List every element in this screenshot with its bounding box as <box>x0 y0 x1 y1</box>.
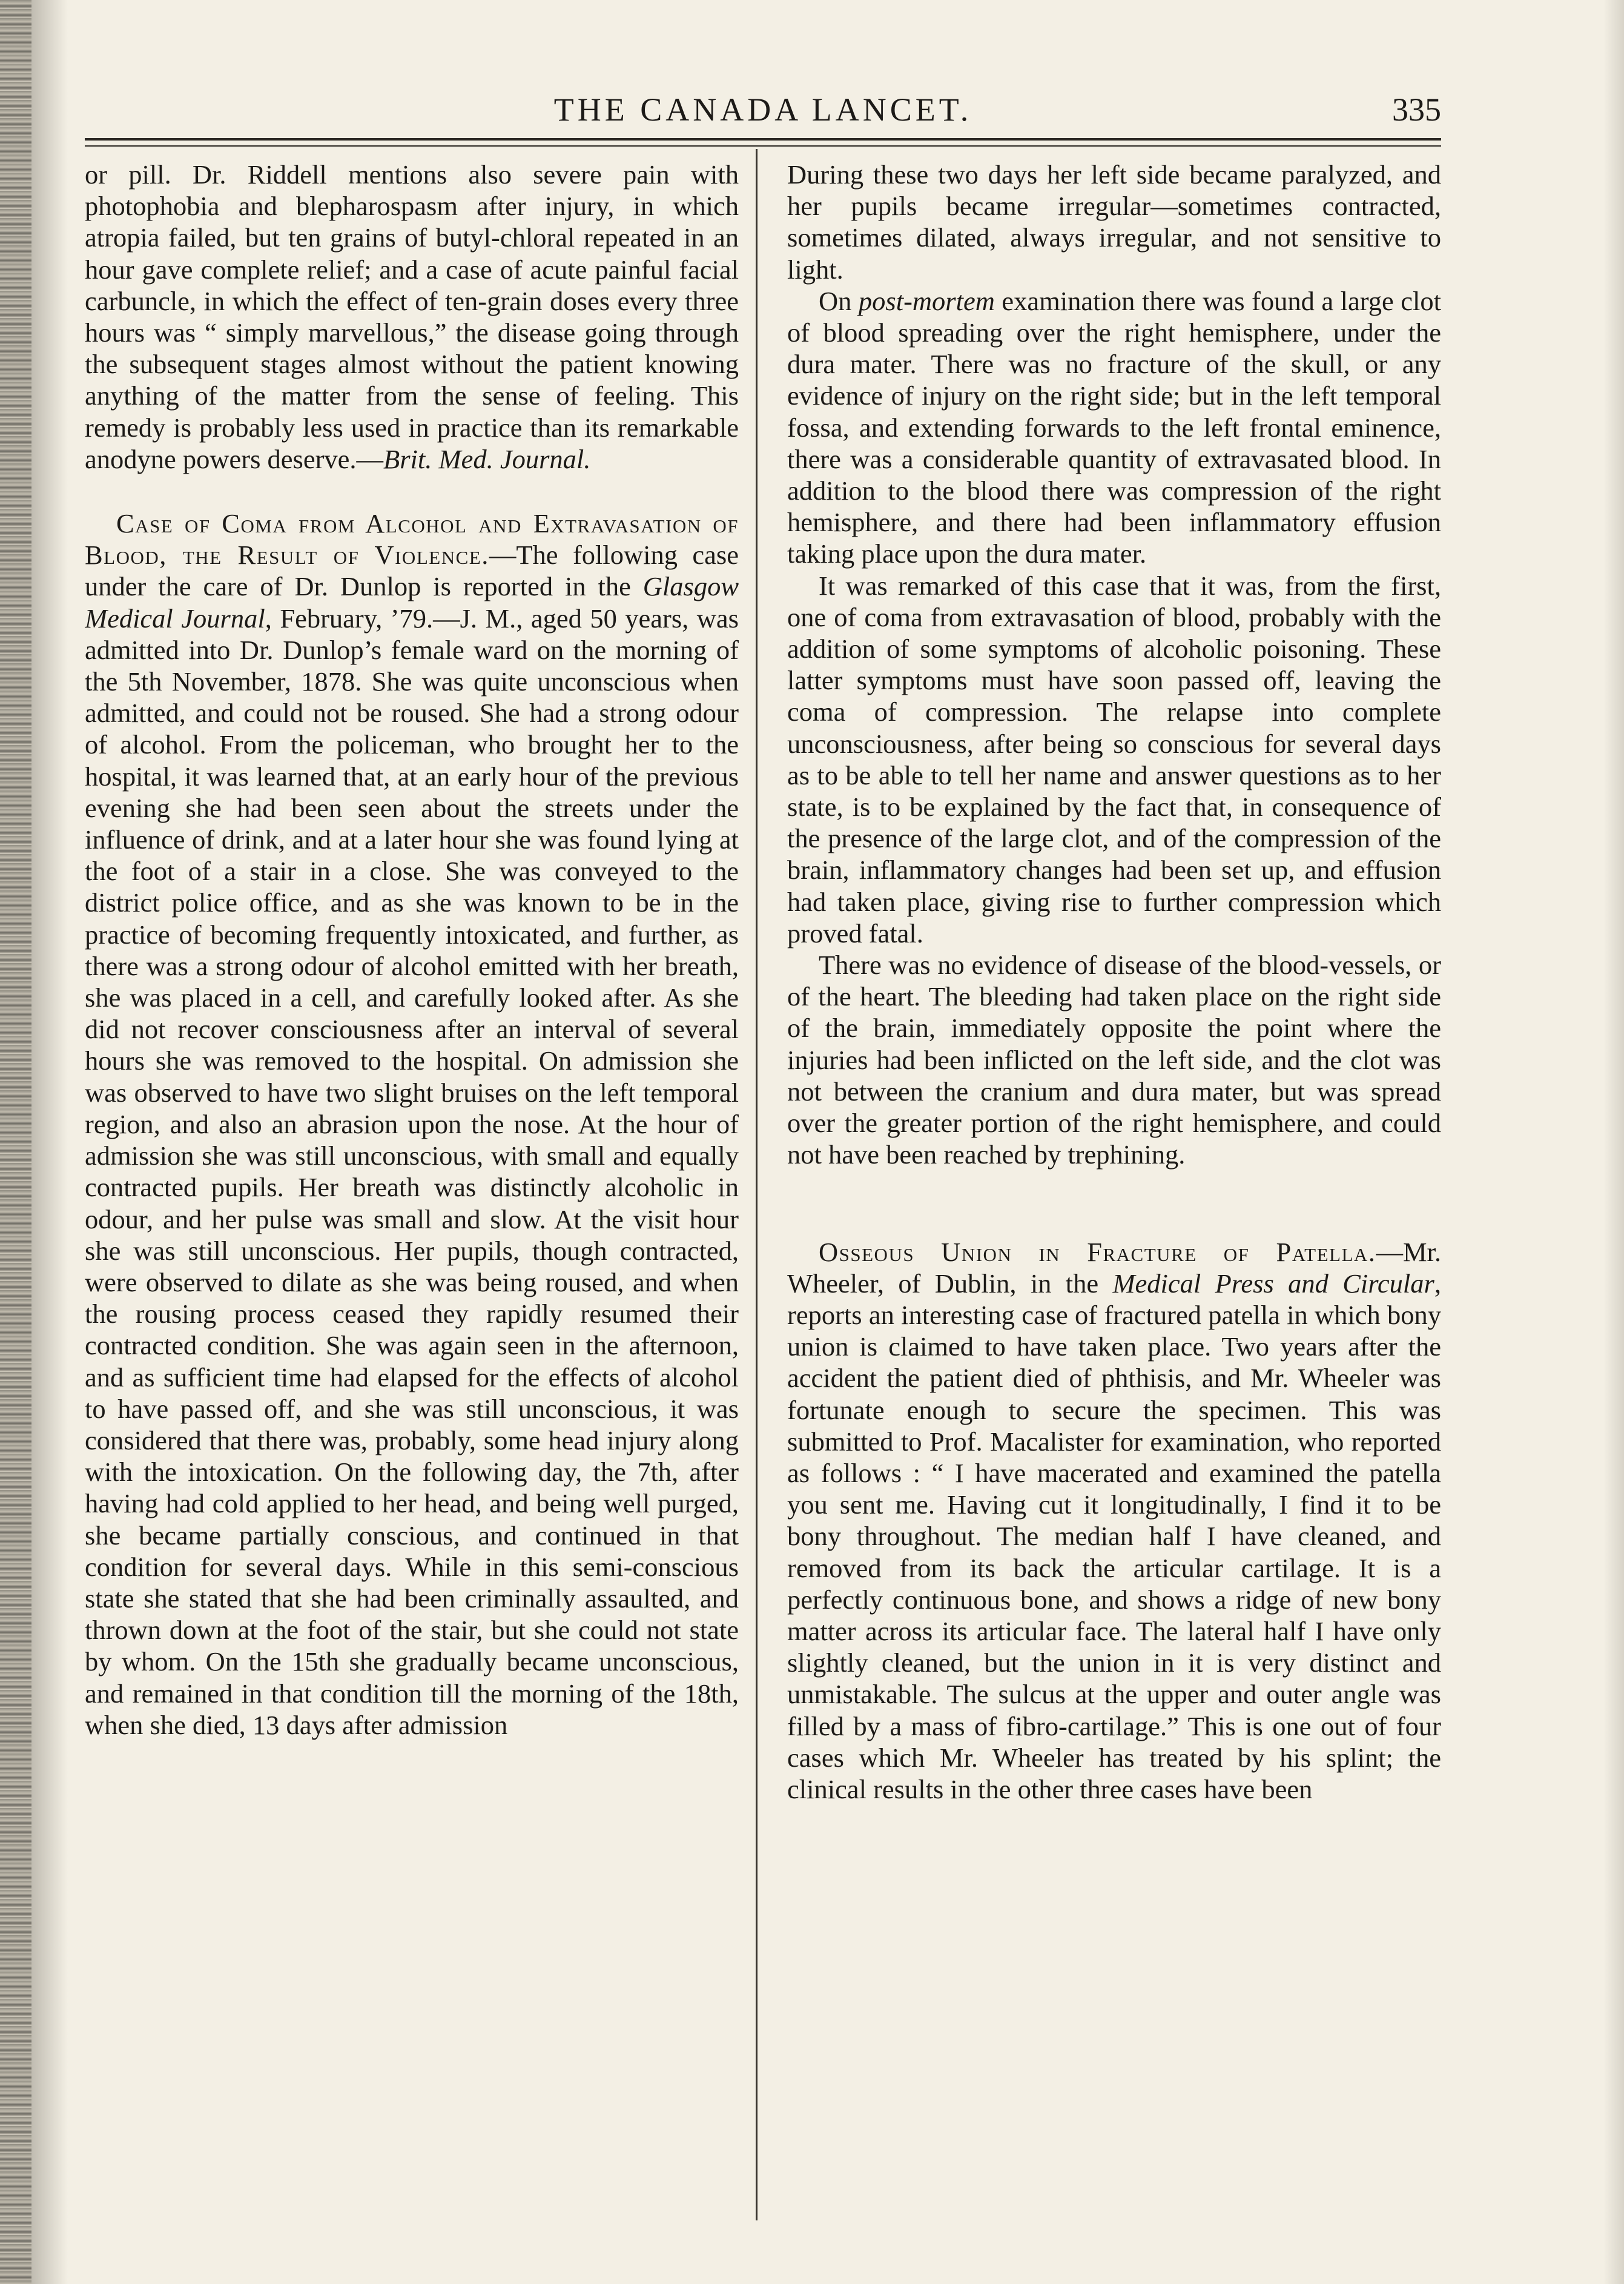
paragraph-text: —The following case under the care of Dr. Dunlop is reported in the <box>85 540 739 602</box>
header-rule-thin <box>85 145 1441 147</box>
section-gap <box>787 1171 1441 1236</box>
article-heading: Osseous Union in Fracture of Patella. <box>819 1236 1376 1267</box>
running-title: THE CANADA LANCET. <box>553 91 972 128</box>
section-gap <box>85 475 739 508</box>
column-divider <box>756 149 758 2220</box>
gutter-shadow <box>31 0 68 2284</box>
page-header <box>85 91 1441 133</box>
paragraph: There was no evidence of disease of the blood-vessels, or of the heart. The bleeding had taken place on the right side of the brain, immediately opposite the point where the injuries had been inflicted on the left side, and the clot was not between the cranium and dura mater, but was spread over the greater portion of the right hemisphere, and could not have been reached by trephining. <box>787 950 1441 1170</box>
paragraph-text: or pill. Dr. Riddell mentions also severe pain with photophobia and blepharospasm after injury, in which atropia failed, but ten grains of butyl-chloral repeated in an hour gave complete relief; and a case of acute painful facial carbuncle, in which the effect of ten-grain doses every three hours was “ simply marvellous,” the disease going through the subsequent stages almost without the patient knowing anything of the matter from the sense of feeling. This remedy is probably less used in practice than its remarkable anodyne powers deserve.— <box>85 159 739 474</box>
latin-term: post-mortem <box>858 285 995 316</box>
paragraph: It was remarked of this case that it was, from the first, one of coma from extravasation of blood, probably with the addition of some symptoms of alcoholic poisoning. These latter symptoms must have soon passed off, leaving the coma of compression. The relapse into complete unconsciousness, after being so conscious for several days as to be able to tell her name and answer questions as to her state, is to be explained by the fact that, in consequence of the presence of the large clot, and of the compression of the brain, inflammatory changes had been set up, and effusion had taken place, giving rise to further compression which proved fatal. <box>787 570 1441 948</box>
paragraph <box>787 285 1441 570</box>
paragraph: During these two days her left side became paralyzed, and her pupils became irregular—sometimes contracted, sometimes dilated, always irregular, and not sensitive to light. <box>787 159 1441 285</box>
journal-title: Medical Press and Circular <box>1112 1268 1434 1299</box>
page-edge <box>1603 0 1624 2284</box>
paragraph-text: —Mr. Wheeler, of Dublin, in the <box>787 1236 1441 1299</box>
source-citation: Brit. Med. Journal. <box>383 443 591 474</box>
paragraph-text: , February, ’79.—J. M., aged 50 years, was admitted into Dr. Dunlop’s female ward on the morning of the 5th November, 1878. She was quite unconscious when admitted, and could not be roused. She had a strong odour of alcohol. From the policeman, who brought her to the hospital, it was learned that, at an early hour of the previous evening she had been seen about the streets under the influence of drink, and at a later hour she was found lying at the foot of a stair in a close. She was conveyed to the district police office, and as she was known to be in the practice of becoming frequently intoxicated, and further, as there was a strong odour of alcohol emitted with her breath, she was placed in a cell, and carefully looked after. As she did not recover consciousness after an interval of several hours she was removed to the hospital. On admission she was observed to have two slight bruises on the left temporal region, and also an abrasion upon the nose. At the hour of admission she was still unconscious, with small and equally contracted pupils. Her breath was distinctly alcoholic in odour, and her pulse was small and slow. At the visit hour she was still unconscious. Her pupils, though contracted, were observed to dilate as she was being roused, and when the rousing process ceased they rapidly resumed their contracted condition. She was again seen in the afternoon, and as sufficient time had elapsed for the effects of alcohol to have passed off, and she was still unconscious, it was considered that there was, probably, some head injury along with the intoxication. On the following day, the 7th, after having had cold applied to her head, and being well purged, she became partially conscious, and continued in that condition for several days. While in this semi-conscious state she stated that she had been criminally assaulted, and thrown down at the foot of the stair, but she could not state by whom. On the 15th she gradually became unconscious, and remained in that condition till the morning of the 18th, when she died, 13 days after admission <box>85 603 739 1740</box>
article-heading: Case of Coma from Alcohol and Extravasation of Blood, the Result of Violence. <box>85 508 739 571</box>
paragraph-text: examination there was found a large clot of blood spreading over the right hemisphere, under the dura mater. There was no fracture of the skull, or any evidence of injury on the right side; but in the left temporal fossa, and extending forwards to the left frontal eminence, there was a considerable quantity of extravasated blood. In addition to the blood there was compression of the right hemisphere, and there had been inflammatory effusion taking place upon the dura mater. <box>787 285 1441 569</box>
right-column <box>787 159 1441 2218</box>
paragraph-text: On <box>819 285 859 316</box>
journal-title: Glasgow Medical Journal <box>85 571 739 634</box>
paragraph <box>85 159 739 475</box>
left-column <box>85 159 739 2218</box>
article-paragraph <box>85 508 739 1741</box>
article-paragraph <box>787 1236 1441 1806</box>
header-rule <box>85 138 1441 141</box>
page-number: 335 <box>1392 91 1441 128</box>
book-binding-edge <box>0 0 31 2284</box>
paragraph-text: , reports an interesting case of fractured patella in which bony union is claimed to have taken place. Two years after the accident the patient died of phthisis, and Mr. Wheeler was fortunate enough to secure the specimen. This was submitted to Prof. Macalister for examination, who reported as follows : “ I have macerated and examined the patella you sent me. Having cut it longitudinally, I find it to be bony throughout. The median half I have cleaned, and removed from its back the articular cartilage. It is a perfectly continuous bone, and shows a ridge of new bony matter across its articular face. The lateral half I have only slightly cleaned, but the union in it is very distinct and unmistakable. The sulcus at the upper and outer angle was filled by a mass of fibro-cartilage.” This is one out of four cases which Mr. Wheeler has treated by his splint; the clinical results in the other three cases have been <box>787 1268 1441 1804</box>
